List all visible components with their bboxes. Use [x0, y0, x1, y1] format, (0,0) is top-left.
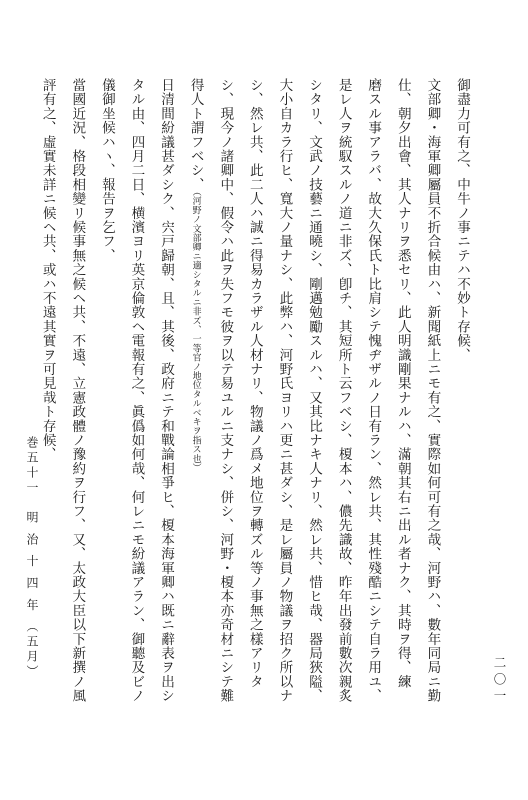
text-line: 仕、朝夕出會、其人ナリヲ悉セリ、此人明識剛果ナルハ、滿朝其右ニ出ル者ナク、其時ヲ得、練 [394, 78, 411, 689]
text-line: 日清間紛議甚ダシク、宍戸歸朝、且、其後、政府ニテ和戰論相爭ヒ、榎本海軍卿ハ既ニ辭表ヲ出シ [158, 78, 175, 703]
text-line: 當國近況、格段相變リ候事無之候ヘ共、不遠、立憲政體ノ豫約ヲ行フ、又、太政大臣以下新撰ノ風 [69, 78, 86, 703]
text-line: 大小自カラ行ヒ、寬大ノ量ナシ、此弊ハ、河野氏ヨリハ更ニ甚ダシ、是レ屬員ノ物議ヲ招ク所以ナ [276, 78, 293, 703]
text-line: シタリ、文武ノ技藝ニ通曉シ、剛邁勉勵スルハ、又其比ナキ人ナリ、然レ共、惜ヒ哉、器局狹隘、 [306, 78, 323, 703]
text-line: シ、然レ共、此二人ハ誠ニ得易カラザル人材ナリ、物議ノ爲メ地位ヲ轉ズル等ノ事無之樣アリタ [246, 78, 263, 689]
text-line: 儀御坐候ハヽ、報告ヲ乞フ、 [98, 78, 115, 263]
text-line: 是レ人ヲ統馭スルノ道ニ非ズ、卽チ、其短所ト云フベシ、榎本ハ、儂先識故、昨年出發前數次親炙 [335, 78, 352, 703]
text-line-with-note [180, 78, 210, 748]
page-number: 二〇一 [492, 656, 507, 706]
text-line: 磨スル事アラバ、故大久保氏ト比肩シテ愧ヂザルノ日有ラン、然レ共、其性殘酷ニシテ自ラ用ユ、 [365, 78, 382, 703]
interlinear-note: （河野ノ文部卿ニ適シタルニ非ズ、一等官ノ地位タルベキヲ指ス也） [190, 191, 201, 473]
letter-body [39, 78, 476, 748]
text-line-main: 得人ト謂フベシ、 [187, 78, 204, 192]
text-line: 御盡力可有之、中牛ノ事ニテハ不妙ト存候、 [454, 78, 470, 362]
text-line: タル由、四月二日、横濱ヨリ英京倫敦ヘ電報有之、眞僞如何哉、何レニモ紛議アラン、御聽及ビノ [128, 78, 145, 703]
text-line: 文部卿・海軍卿屬員不折合候由ハ、新聞紙上ニモ有之、實際如何可有之哉、河野ハ、數年同局ニ勤 [424, 78, 441, 703]
running-head: 巻五十一 明 治 十 四 年 （五月） [25, 436, 39, 681]
text-line: シ、現今ノ諸卿中、假令ハ此ヲ失フモ彼ヲ以テ易ユルニ支ナシ、併シ、河野・榎本亦奇材ニシテ難 [217, 78, 234, 703]
text-line: 評有之、虛實未詳ニ候ヘ共、或ハ不遠其實ヲ可見哉ト存候、 [39, 78, 56, 462]
